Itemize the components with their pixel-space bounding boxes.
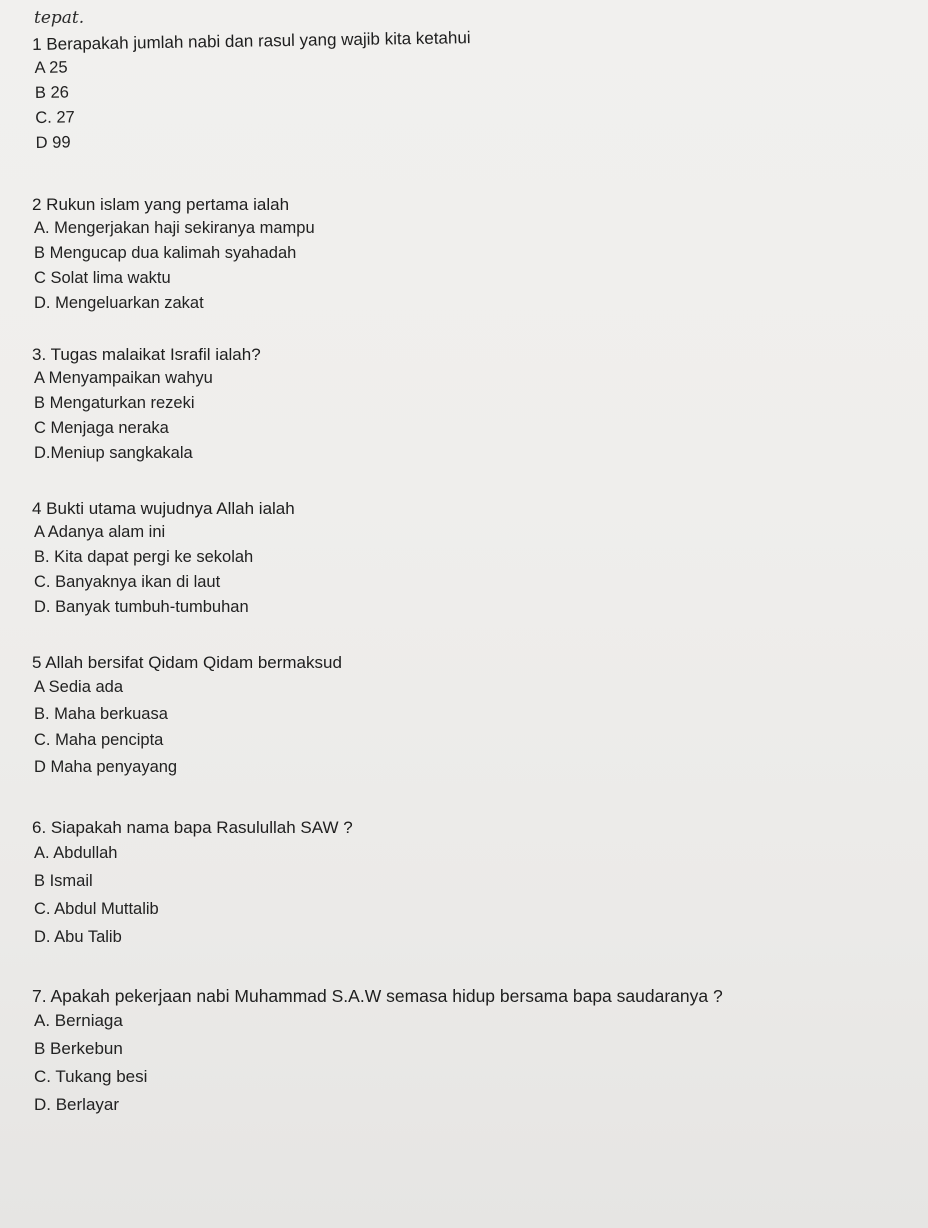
option-a: A Adanya alam ini bbox=[34, 523, 166, 541]
question-3 bbox=[32, 344, 261, 466]
option-b: B 26 bbox=[34, 83, 70, 102]
option-b: B Berkebun bbox=[34, 1039, 123, 1058]
question-5 bbox=[32, 652, 342, 780]
question-text: 2 Rukun islam yang pertama ialah bbox=[32, 195, 290, 214]
option-c: C Menjaga neraka bbox=[34, 419, 169, 437]
option-d: D. Mengeluarkan zakat bbox=[34, 294, 204, 312]
question-text: 7. Apakah pekerjaan nabi Muhammad S.A.W semasa hidup bersama bapa saudaranya ? bbox=[32, 986, 723, 1006]
question-2 bbox=[32, 194, 315, 316]
option-b: B Mengaturkan rezeki bbox=[34, 394, 195, 412]
option-c: C. 27 bbox=[35, 108, 75, 127]
question-4 bbox=[32, 498, 295, 620]
option-b: B Ismail bbox=[34, 872, 93, 890]
question-1 bbox=[32, 27, 472, 156]
header-text: tepat. bbox=[34, 8, 85, 28]
option-c: C. Maha pencipta bbox=[34, 731, 164, 749]
option-d: D.Meniup sangkakala bbox=[34, 444, 193, 462]
question-6 bbox=[32, 817, 353, 951]
question-text: 6. Siapakah nama bapa Rasulullah SAW ? bbox=[32, 818, 353, 837]
option-d: D. Abu Talib bbox=[34, 928, 122, 946]
option-a: A Menyampaikan wahyu bbox=[34, 369, 213, 387]
option-a: A. Berniaga bbox=[34, 1011, 123, 1030]
option-d: D 99 bbox=[35, 133, 71, 152]
option-a: A 25 bbox=[34, 58, 68, 77]
option-b: B. Maha berkuasa bbox=[34, 704, 168, 723]
option-d: D Maha penyayang bbox=[34, 757, 178, 776]
option-c: C. Abdul Muttalib bbox=[34, 900, 159, 918]
option-b: B. Kita dapat pergi ke sekolah bbox=[34, 548, 254, 566]
question-text: 5 Allah bersifat Qidam Qidam bermaksud bbox=[32, 653, 342, 672]
question-7 bbox=[32, 985, 723, 1119]
option-a: A. Abdullah bbox=[34, 844, 118, 862]
question-text: 1 Berapakah jumlah nabi dan rasul yang wajib kita ketahui bbox=[32, 28, 471, 54]
question-text: 3. Tugas malaikat Israfil ialah? bbox=[32, 345, 261, 364]
option-d: D. Berlayar bbox=[34, 1095, 120, 1114]
option-b: B Mengucap dua kalimah syahadah bbox=[34, 244, 297, 262]
option-c: C. Tukang besi bbox=[34, 1067, 148, 1086]
option-a: A Sedia ada bbox=[34, 678, 123, 696]
option-a: A. Mengerjakan haji sekiranya mampu bbox=[34, 219, 315, 237]
option-d: D. Banyak tumbuh-tumbuhan bbox=[34, 598, 249, 616]
question-text: 4 Bukti utama wujudnya Allah ialah bbox=[32, 499, 295, 518]
option-c: C. Banyaknya ikan di laut bbox=[34, 573, 221, 591]
option-c: C Solat lima waktu bbox=[34, 269, 171, 287]
